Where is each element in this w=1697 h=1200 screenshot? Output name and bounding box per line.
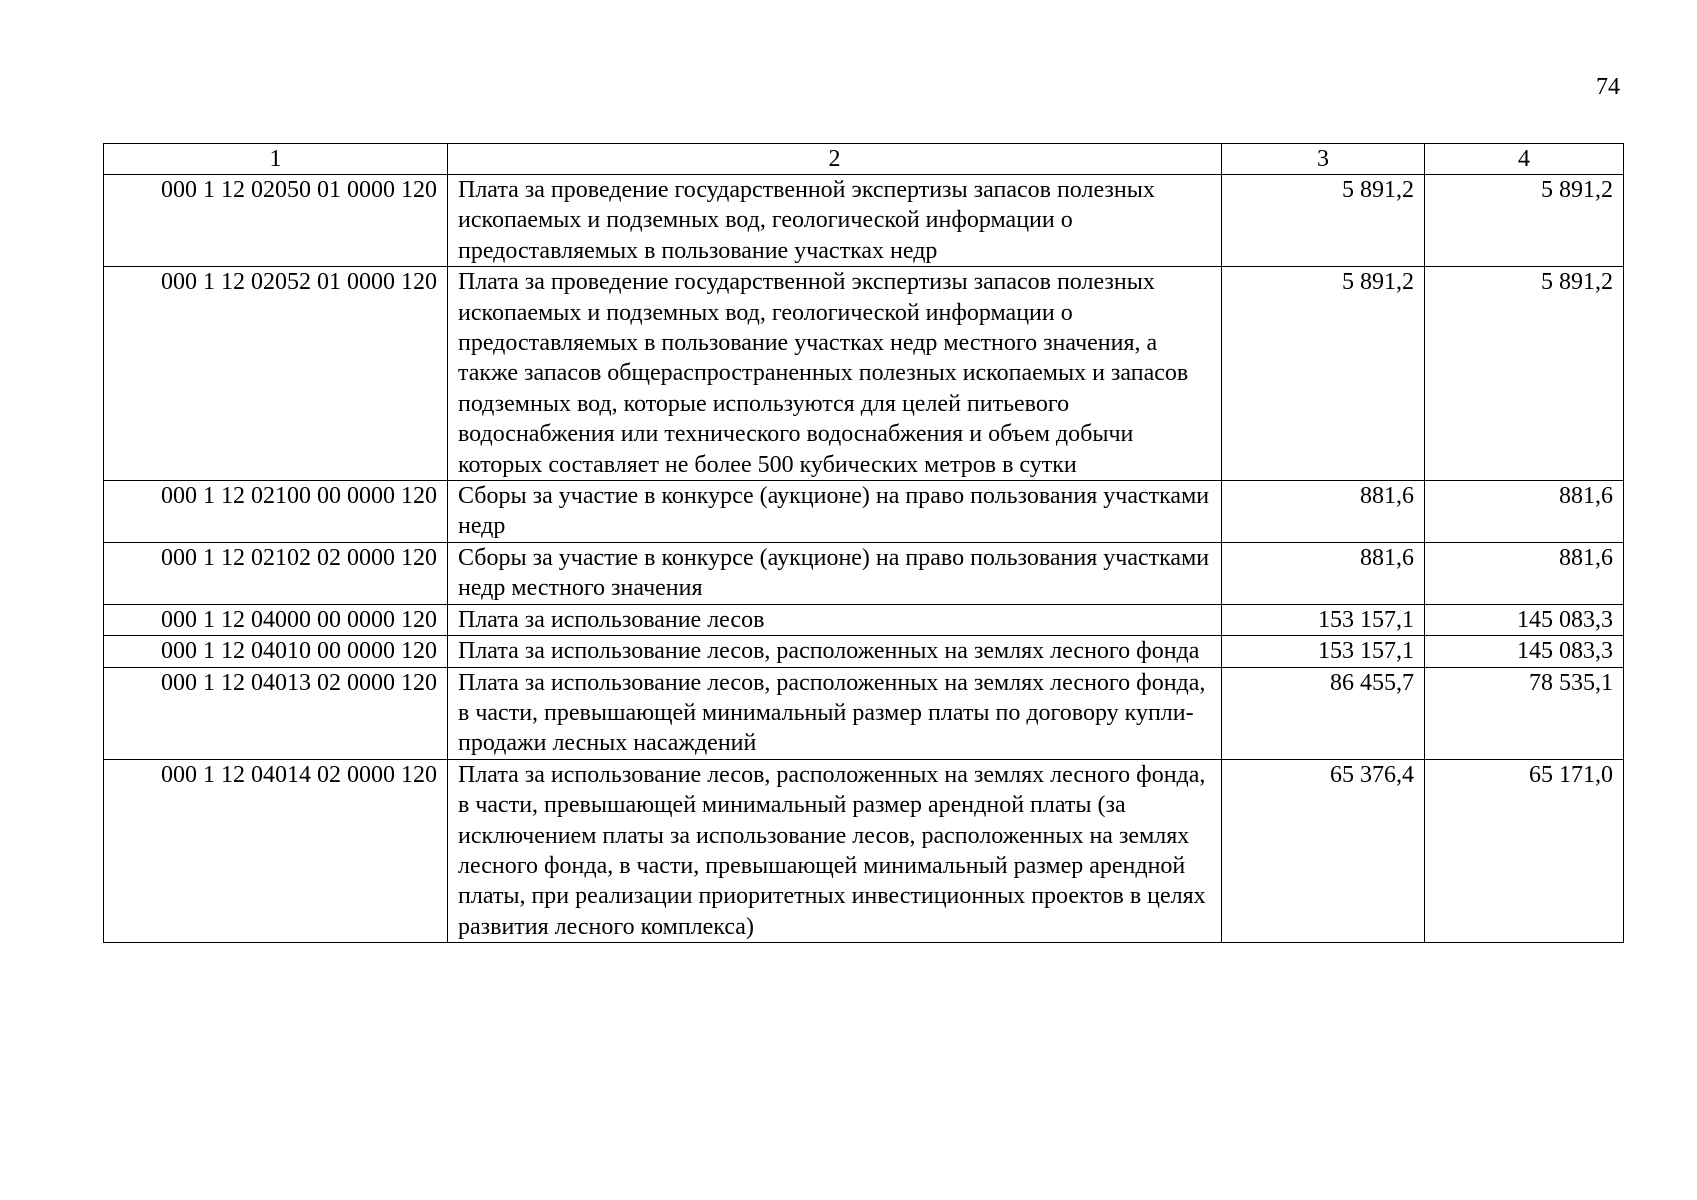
row-name: Плата за проведение государственной экспертизы запасов полезных ископаемых и подземных вод, геологической информации о предоставляемых в пользование участках недр местного значения, а также запасов общераспространенных полезных ископаемых и запасов подземных вод, которые используются для целей питьевого водоснабжения или технического водоснабжения и объем добычи которых составляет не более 500 кубических метров в сутки — [448, 267, 1222, 481]
row-code: 000 1 12 04014 02 0000 120 — [104, 759, 448, 942]
header-cell-4: 4 — [1425, 144, 1624, 175]
row-value-col4: 881,6 — [1425, 542, 1624, 604]
table-row — [104, 175, 1624, 267]
row-name: Плата за использование лесов, расположенных на землях лесного фонда, в части, превышающей минимальный размер платы по договору купли-продажи лесных насаждений — [448, 667, 1222, 759]
table-row — [104, 604, 1624, 635]
row-value-col4: 78 535,1 — [1425, 667, 1624, 759]
row-value-col4: 145 083,3 — [1425, 604, 1624, 635]
row-value-col3: 153 157,1 — [1222, 636, 1425, 667]
table-body — [104, 175, 1624, 943]
budget-table — [103, 143, 1624, 943]
table-row — [104, 267, 1624, 481]
table-row — [104, 759, 1624, 942]
header-cell-2: 2 — [448, 144, 1222, 175]
row-code: 000 1 12 02050 01 0000 120 — [104, 175, 448, 267]
row-code: 000 1 12 04010 00 0000 120 — [104, 636, 448, 667]
row-value-col4: 145 083,3 — [1425, 636, 1624, 667]
row-value-col3: 881,6 — [1222, 481, 1425, 543]
header-cell-3: 3 — [1222, 144, 1425, 175]
row-value-col4: 5 891,2 — [1425, 175, 1624, 267]
row-value-col4: 5 891,2 — [1425, 267, 1624, 481]
row-code: 000 1 12 02052 01 0000 120 — [104, 267, 448, 481]
table-row — [104, 667, 1624, 759]
table-row — [104, 636, 1624, 667]
row-code: 000 1 12 04000 00 0000 120 — [104, 604, 448, 635]
page-number: 74 — [1596, 74, 1620, 100]
row-value-col3: 5 891,2 — [1222, 267, 1425, 481]
row-code: 000 1 12 04013 02 0000 120 — [104, 667, 448, 759]
row-value-col3: 5 891,2 — [1222, 175, 1425, 267]
table-row — [104, 542, 1624, 604]
row-code: 000 1 12 02102 02 0000 120 — [104, 542, 448, 604]
row-name: Плата за использование лесов — [448, 604, 1222, 635]
row-value-col4: 65 171,0 — [1425, 759, 1624, 942]
table-header — [104, 144, 1624, 175]
row-name: Сборы за участие в конкурсе (аукционе) на право пользования участками недр местного значения — [448, 542, 1222, 604]
row-value-col3: 86 455,7 — [1222, 667, 1425, 759]
header-row — [104, 144, 1624, 175]
row-value-col3: 881,6 — [1222, 542, 1425, 604]
row-name: Сборы за участие в конкурсе (аукционе) на право пользования участками недр — [448, 481, 1222, 543]
row-name: Плата за проведение государственной экспертизы запасов полезных ископаемых и подземных вод, геологической информации о предоставляемых в пользование участках недр — [448, 175, 1222, 267]
header-cell-1: 1 — [104, 144, 448, 175]
row-value-col3: 65 376,4 — [1222, 759, 1425, 942]
table-row — [104, 481, 1624, 543]
row-value-col3: 153 157,1 — [1222, 604, 1425, 635]
row-name: Плата за использование лесов, расположенных на землях лесного фонда, в части, превышающей минимальный размер арендной платы (за исключением платы за использование лесов, расположенных на землях лесного фонда, в части, превышающей минимальный размер арендной платы, при реализации приоритетных инвестиционных проектов в целях развития лесного комплекса) — [448, 759, 1222, 942]
row-name: Плата за использование лесов, расположенных на землях лесного фонда — [448, 636, 1222, 667]
row-value-col4: 881,6 — [1425, 481, 1624, 543]
row-code: 000 1 12 02100 00 0000 120 — [104, 481, 448, 543]
